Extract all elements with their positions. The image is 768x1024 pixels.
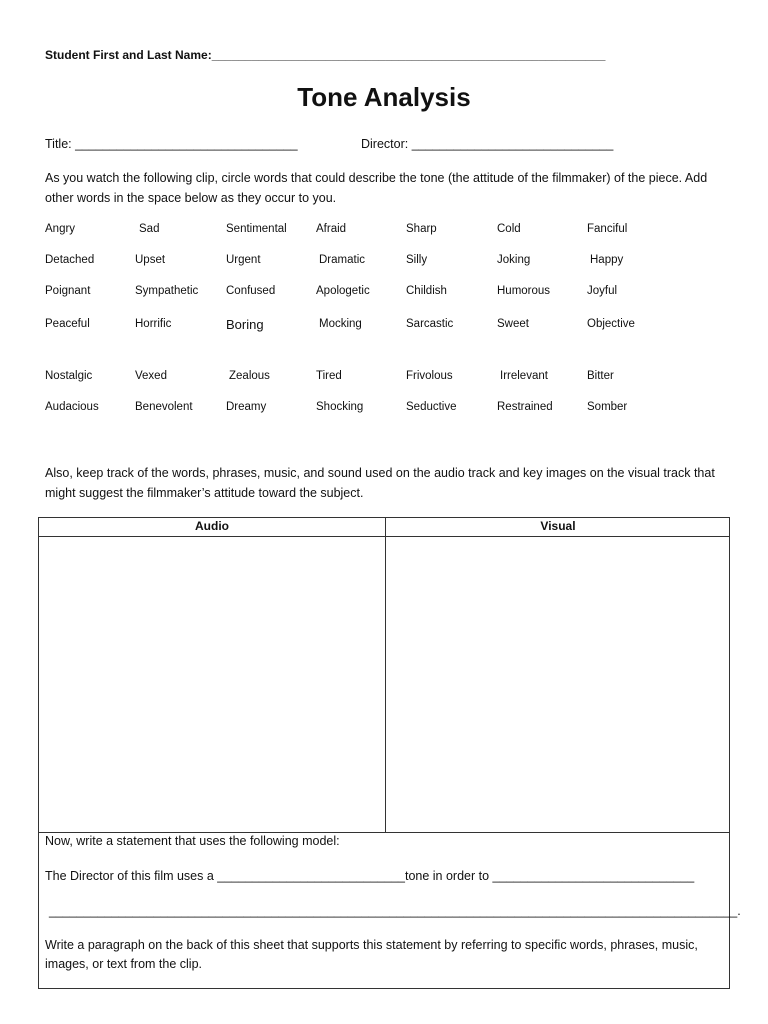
- word-row: [45, 254, 725, 272]
- tone-word[interactable]: Seductive: [406, 401, 457, 413]
- word-row: [45, 401, 725, 419]
- statement-model-line[interactable]: The Director of this film uses a ___________________________tone in order to _____________________________: [45, 869, 695, 883]
- tone-word[interactable]: Confused: [226, 285, 276, 297]
- word-row: [45, 223, 725, 241]
- statement-divider: [39, 832, 729, 833]
- tone-word[interactable]: Sad: [139, 223, 160, 235]
- tone-word[interactable]: Sentimental: [226, 223, 287, 235]
- tone-word[interactable]: Cold: [497, 223, 521, 235]
- tone-word[interactable]: Sympathetic: [135, 285, 199, 297]
- director-field[interactable]: Director: _____________________________: [361, 137, 614, 151]
- tone-word[interactable]: Sarcastic: [406, 318, 454, 330]
- tone-word[interactable]: Angry: [45, 223, 76, 235]
- tone-word[interactable]: Upset: [135, 254, 166, 266]
- tone-word[interactable]: Audacious: [45, 401, 99, 413]
- tone-word[interactable]: Joyful: [587, 285, 618, 297]
- tone-word[interactable]: Nostalgic: [45, 370, 93, 382]
- tone-word[interactable]: Afraid: [316, 223, 347, 235]
- tone-word[interactable]: Horrific: [135, 318, 172, 330]
- tone-word[interactable]: Silly: [406, 254, 428, 266]
- tone-word[interactable]: Restrained: [497, 401, 553, 413]
- tone-word[interactable]: Detached: [45, 254, 95, 266]
- word-row: [45, 370, 725, 388]
- tone-word[interactable]: Somber: [587, 401, 628, 413]
- tone-word[interactable]: Humorous: [497, 285, 551, 297]
- tone-word[interactable]: Sweet: [497, 318, 529, 330]
- tone-word[interactable]: Peaceful: [45, 318, 90, 330]
- word-row: [45, 285, 725, 303]
- tone-word[interactable]: Irrelevant: [500, 370, 548, 382]
- tone-word[interactable]: Boring: [226, 317, 264, 332]
- header-divider: [39, 536, 729, 537]
- statement-prompt: Now, write a statement that uses the following model:: [45, 834, 340, 848]
- tone-word[interactable]: Objective: [587, 318, 635, 330]
- title-field[interactable]: Title: ________________________________: [45, 137, 298, 151]
- tone-word[interactable]: Benevolent: [135, 401, 193, 413]
- tone-word[interactable]: Poignant: [45, 285, 91, 297]
- statement-continuation-line[interactable]: ___________________________________________________________________________________________________.: [49, 904, 741, 918]
- tone-word[interactable]: Vexed: [135, 370, 167, 382]
- visual-column-header: Visual: [540, 519, 576, 533]
- tone-word[interactable]: Happy: [590, 254, 624, 266]
- student-name-field[interactable]: Student First and Last Name:___________________________________________________________: [45, 48, 606, 62]
- tone-word[interactable]: Urgent: [226, 254, 261, 266]
- tone-word[interactable]: Mocking: [319, 318, 362, 330]
- page-title: Tone Analysis: [297, 82, 471, 112]
- tone-word[interactable]: Fanciful: [587, 223, 628, 235]
- tone-word[interactable]: Zealous: [229, 370, 270, 382]
- tone-word[interactable]: Dreamy: [226, 401, 267, 413]
- tone-word[interactable]: Dramatic: [319, 254, 366, 266]
- intro-instructions: As you watch the following clip, circle words that could describe the tone (the attitude of the filmmaker) of the piece. Add other words in the space below as they occur to you.: [45, 171, 708, 205]
- tone-word[interactable]: Joking: [497, 254, 531, 266]
- paragraph-instruction: Write a paragraph on the back of this sheet that supports this statement by referring to specific words, phrases, music, images, or text from the clip.: [45, 938, 698, 971]
- tone-word[interactable]: Sharp: [406, 223, 437, 235]
- track-instructions: Also, keep track of the words, phrases, music, and sound used on the audio track and key images on the visual track that might suggest the filmmaker’s attitude toward the subject.: [45, 466, 715, 500]
- tone-word[interactable]: Shocking: [316, 401, 364, 413]
- tone-word[interactable]: Bitter: [587, 370, 614, 382]
- tone-word[interactable]: Childish: [406, 285, 447, 297]
- audio-visual-table: [38, 517, 741, 989]
- column-divider: [385, 518, 386, 833]
- audio-column-header: Audio: [195, 519, 229, 533]
- word-row: [45, 318, 725, 336]
- tone-word[interactable]: Tired: [316, 370, 342, 382]
- tone-word[interactable]: Apologetic: [316, 285, 370, 297]
- tone-word[interactable]: Frivolous: [406, 370, 453, 382]
